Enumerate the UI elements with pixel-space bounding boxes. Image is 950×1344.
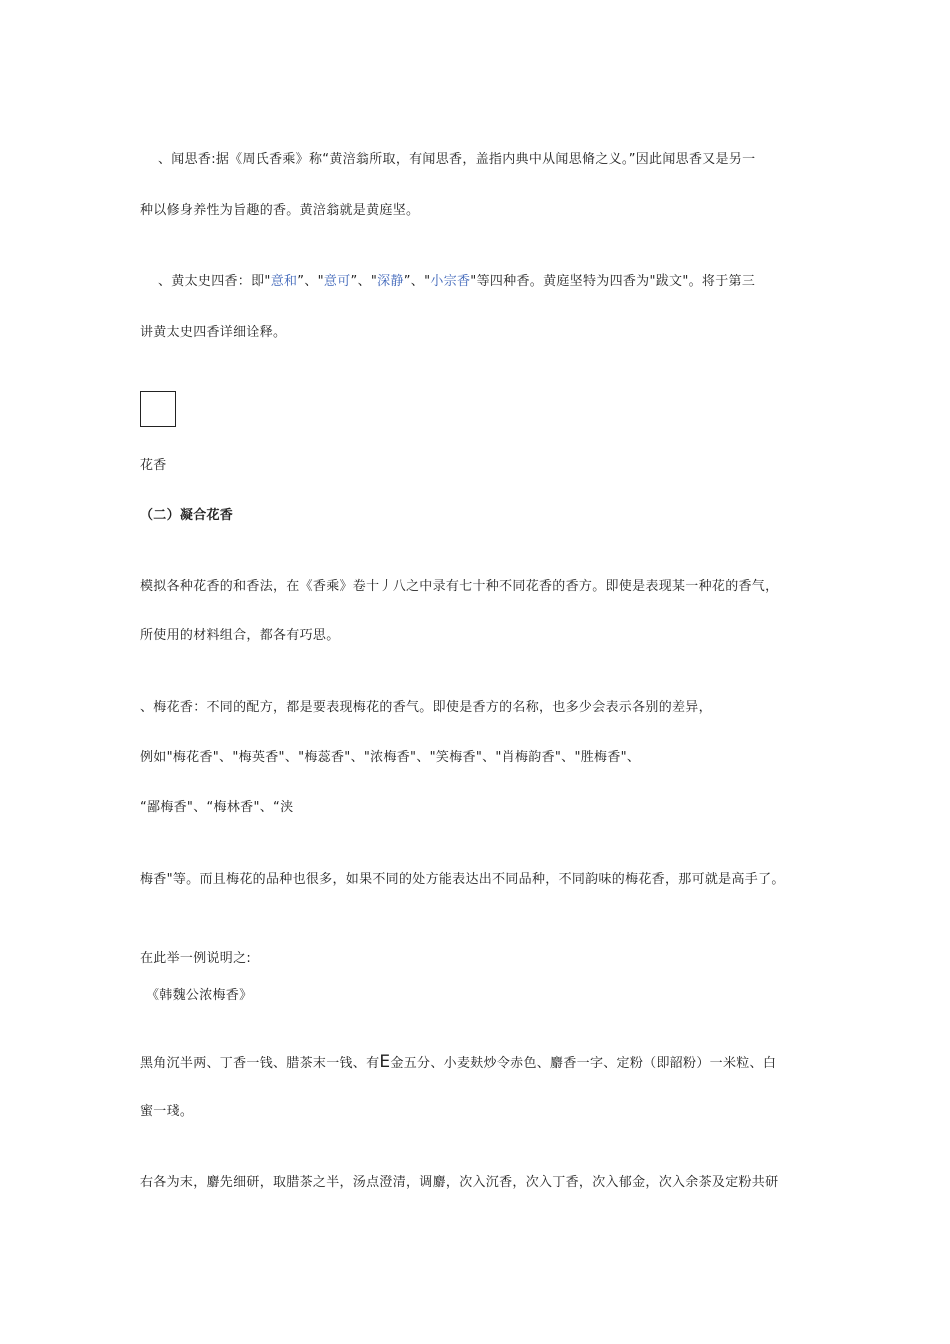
recipe-title: 《韩魏公浓梅香》: [146, 988, 253, 1003]
text-segment: 黑角沉半两、丁香一钱、腊茶末一钱、有: [140, 1056, 380, 1071]
paragraph-wensi-line2: 种以修身养性为旨趣的香。黄涪翁就是黄庭坚。: [140, 203, 420, 218]
text-segment: ”、": [350, 274, 378, 289]
text-segment-large-e: E: [379, 1052, 391, 1072]
image-caption: 花香: [140, 458, 167, 473]
section-heading: （二）凝合花香: [140, 508, 234, 523]
paragraph-flower-intro-line2: 所使用的材料组合，都各有巧思。: [140, 628, 340, 643]
incense-name-xiaozongxiang: 小宗香: [430, 274, 471, 289]
text-segment: 、黄太史四香：即": [158, 274, 271, 289]
paragraph-huang-four-incense-line1: [158, 273, 755, 291]
text-segment: ”、": [297, 274, 324, 289]
paragraph-plum-line4: 梅香"等。而且梅花的品种也很多，如果不同的处方能表达出不同品种，不同韵味的梅花香，那可就是高手了。: [140, 872, 785, 887]
text-segment: "等四种香。黄庭坚特为四香为"跋文"。将于第三: [470, 274, 756, 289]
paragraph-flower-intro-line1: 模拟各种花香的和香法，在《香乘》卷十丿八之中录有七十种不同花香的香方。即使是表现某一种花的香气，: [140, 579, 779, 594]
paragraph-wensi-line1: 、闻思香:据《周氏香乘》称“黄涪翁所取，有闻思香，盖指内典中从闻思脩之义。”因此闻思香又是另一: [158, 152, 756, 167]
paragraph-plum-line1: 、梅花香：不同的配方，都是要表现梅花的香气。即使是香方的名称，也多少会表示各别的差异，: [140, 700, 712, 715]
incense-name-shenjing: 深静: [377, 274, 404, 289]
image-placeholder: [140, 391, 176, 427]
text-segment: ”、": [403, 274, 431, 289]
incense-name-yihe: 意和: [270, 274, 298, 289]
incense-name-yike: 意可: [323, 274, 351, 289]
paragraph-plum-line3: “鄙梅香"、“梅林香"、“浃: [140, 800, 294, 815]
text-segment: 金五分、小麦麸炒令赤色、麝香一字、定粉（即韶粉）一米粒、白: [390, 1056, 777, 1071]
recipe-ingredients-line2: 蜜一琖。: [140, 1104, 194, 1119]
paragraph-example-intro: 在此举一例说明之:: [140, 951, 252, 966]
paragraph-plum-line2: 例如"梅花香"、"梅英香"、"梅蕊香"、"浓梅香"、"笑梅香"、"肖梅韵香"、"胜梅香"、: [140, 750, 641, 765]
recipe-ingredients-line1: [140, 1053, 776, 1073]
paragraph-huang-four-incense-line2: 讲黄太史四香详细诠释。: [140, 325, 287, 340]
recipe-method-line1: 右各为末，麝先细研，取腊茶之半，汤点澄清，调麝，次入沉香，次入丁香，次入郁金，次入余茶及定粉共研: [140, 1175, 779, 1190]
